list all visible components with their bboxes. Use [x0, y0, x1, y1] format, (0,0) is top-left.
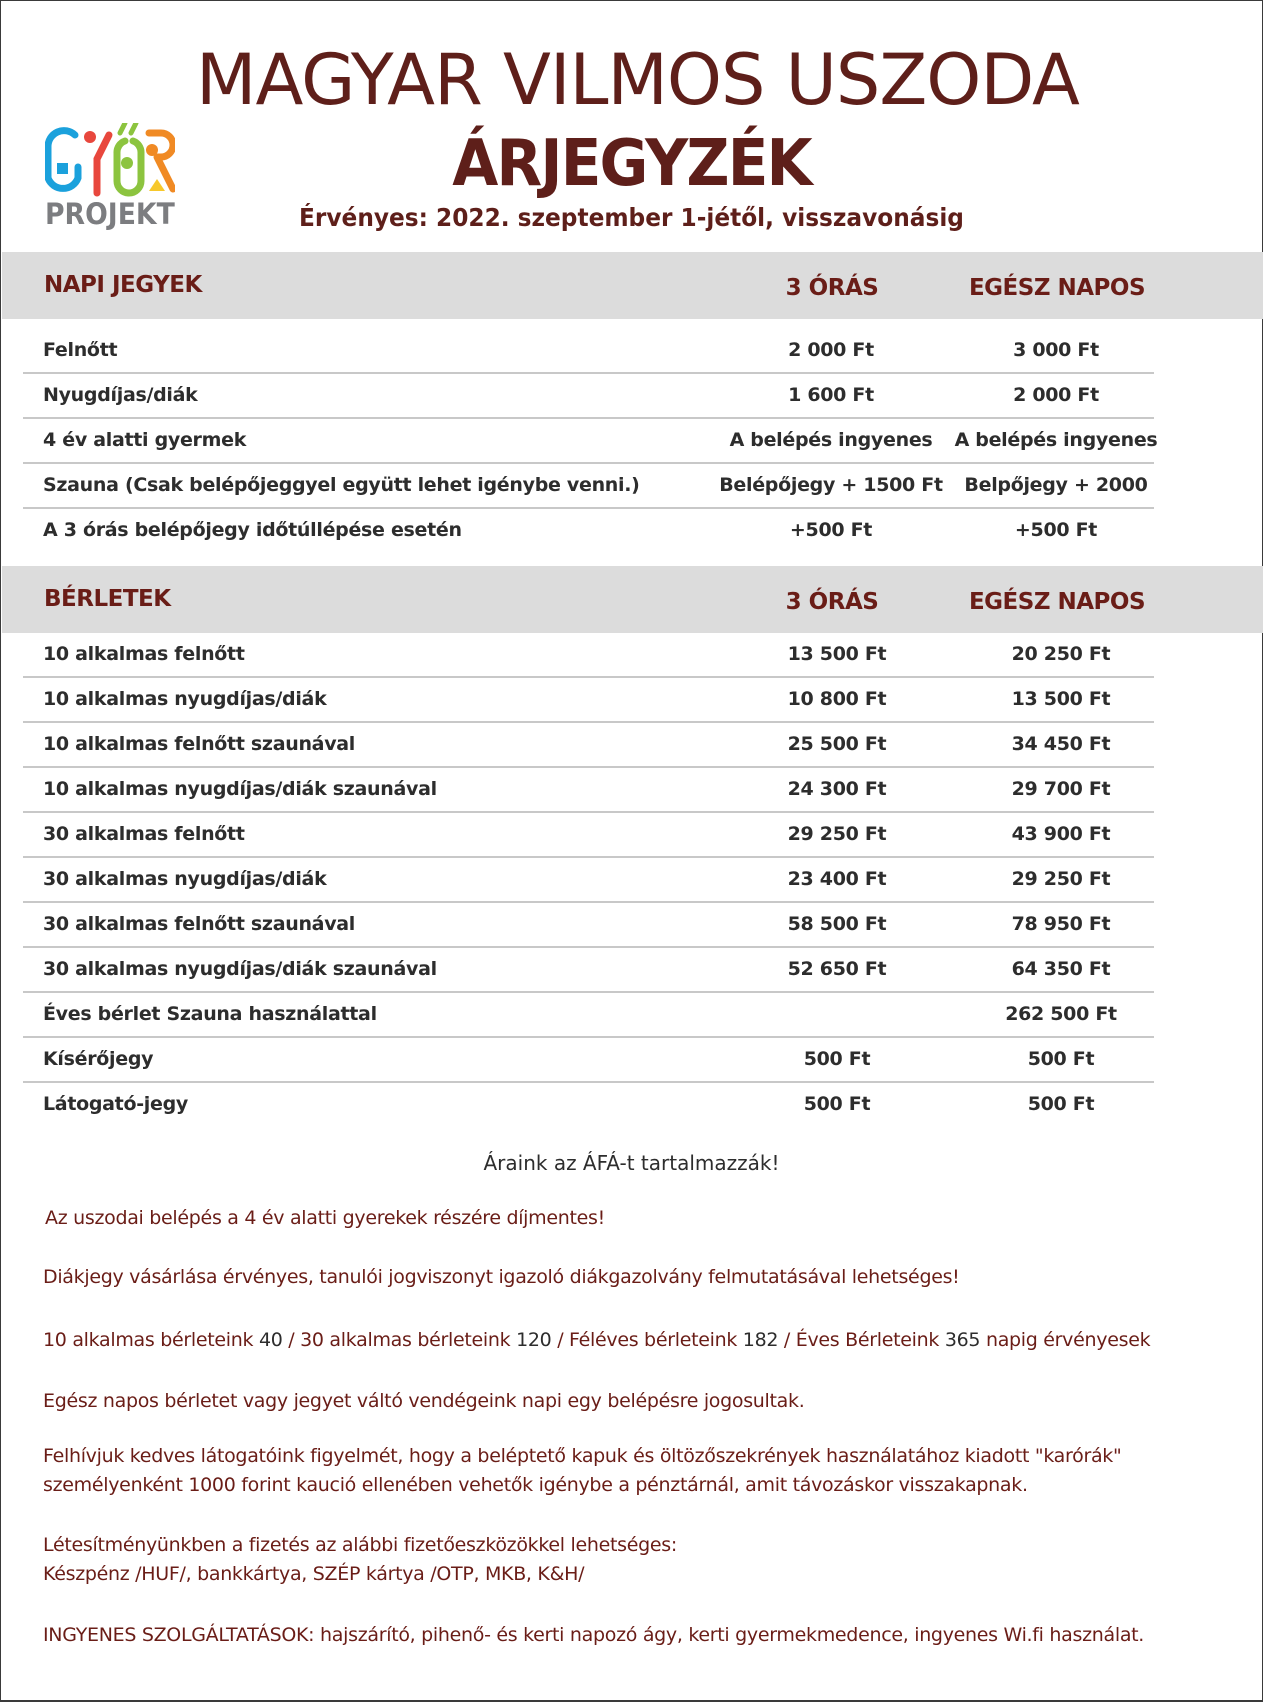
- note-free-services: INGYENES SZOLGÁLTATÁSOK: hajszárító, pihenő- és kerti napozó ágy, kerti gyermekmedence, ingyenes Wi.fi használat.: [43, 1624, 1145, 1646]
- price-3-hours: Belépőjegy + 1500 Ft: [719, 474, 943, 496]
- column-header-full-day: EGÉSZ NAPOS: [968, 275, 1146, 301]
- table-row: [23, 329, 1154, 374]
- price-full-day: 34 450 Ft: [1011, 733, 1111, 755]
- row-label: Felnőtt: [43, 339, 118, 361]
- row-label: 30 alkalmas felnőtt szaunával: [43, 913, 356, 935]
- price-3-hours: +500 Ft: [789, 519, 873, 541]
- column-header-3-hours: 3 ÓRÁS: [785, 275, 879, 301]
- price-3-hours: 500 Ft: [803, 1048, 871, 1070]
- price-3-hours: 25 500 Ft: [787, 733, 887, 755]
- vat-notice: Áraink az ÁFÁ-t tartalmazzák!: [483, 1151, 780, 1175]
- validity-days: 182: [742, 1329, 779, 1351]
- note-wristband: [43, 1442, 1121, 1500]
- table-row: [23, 813, 1154, 858]
- column-header-full-day: EGÉSZ NAPOS: [968, 589, 1146, 615]
- note-full-day: Egész napos bérletet vagy jegyet váltó vendégeink napi egy belépésre jogosultak.: [43, 1390, 805, 1412]
- price-3-hours: 23 400 Ft: [787, 868, 887, 890]
- table-row: [23, 858, 1154, 903]
- row-label: Kísérőjegy: [43, 1048, 154, 1070]
- price-3-hours: 52 650 Ft: [787, 958, 887, 980]
- row-label: 30 alkalmas nyugdíjas/diák: [43, 868, 327, 890]
- row-label: Éves bérlet Szauna használattal: [43, 1003, 377, 1025]
- validity-days: 120: [516, 1329, 552, 1351]
- price-full-day: 500 Ft: [1027, 1093, 1095, 1115]
- pool-name-title: MAGYAR VILMOS USZODA: [196, 39, 1079, 121]
- row-label: 30 alkalmas felnőtt: [43, 823, 245, 845]
- table-row: [23, 723, 1154, 768]
- price-3-hours: A belépés ingyenes: [729, 429, 933, 451]
- validity-text: napig érvényesek: [980, 1329, 1151, 1351]
- price-full-day: 500 Ft: [1027, 1048, 1095, 1070]
- price-full-day: Belpőjegy + 2000: [964, 474, 1148, 496]
- row-label: 30 alkalmas nyugdíjas/diák szaunával: [43, 958, 437, 980]
- logo-wordmark: PROJEKT: [45, 197, 175, 231]
- row-label: 4 év alatti gyermek: [43, 429, 247, 451]
- daily-tickets-title: NAPI JEGYEK: [44, 272, 202, 298]
- row-label: Látogató-jegy: [43, 1093, 188, 1115]
- row-label: A 3 órás belépőjegy időtúllépése esetén: [43, 519, 462, 541]
- row-label: 10 alkalmas nyugdíjas/diák szaunával: [43, 778, 437, 800]
- note-payment: [43, 1531, 677, 1589]
- table-row: [23, 993, 1154, 1038]
- price-full-day: 3 000 Ft: [1013, 339, 1099, 361]
- price-full-day: 29 250 Ft: [1011, 868, 1111, 890]
- price-full-day: 78 950 Ft: [1011, 913, 1111, 935]
- table-row: [23, 374, 1154, 419]
- price-3-hours: 29 250 Ft: [787, 823, 887, 845]
- row-label: Nyugdíjas/diák: [43, 384, 198, 406]
- note-student-ticket: Diákjegy vásárlása érvényes, tanulói jogviszonyt igazoló diákgazolvány felmutatásával lehetséges!: [43, 1266, 960, 1288]
- column-header-3-hours: 3 ÓRÁS: [785, 589, 879, 615]
- note-payment-line1: Létesítményünkben a fizetés az alábbi fizetőeszközökkel lehetséges:: [43, 1534, 677, 1556]
- table-row: [23, 768, 1154, 813]
- table-row: [23, 419, 1158, 464]
- validity-days: 40: [258, 1329, 283, 1351]
- row-label: Szauna (Csak belépőjeggyel együtt lehet igénybe venni.): [43, 474, 640, 496]
- daily-tickets-table: [23, 329, 1158, 554]
- validity-text: 10 alkalmas bérleteink: [43, 1329, 259, 1351]
- table-row: [23, 948, 1154, 993]
- table-row: [23, 1083, 1154, 1128]
- note-pass-validity: [43, 1329, 1150, 1351]
- price-3-hours: 24 300 Ft: [787, 778, 887, 800]
- price-3-hours: 1 600 Ft: [788, 384, 874, 406]
- passes-header: [2, 566, 1263, 633]
- price-3-hours: 58 500 Ft: [787, 913, 887, 935]
- row-label: 10 alkalmas felnőtt: [43, 643, 245, 665]
- note-free-under-4: Az uszodai belépés a 4 év alatti gyerekek részére díjmentes!: [45, 1207, 605, 1229]
- note-wristband-line2: személyenként 1000 forint kaució ellenében vehetők igénybe a pénztárnál, amit távozáskor visszakapnak.: [43, 1474, 1028, 1496]
- price-3-hours: 13 500 Ft: [787, 643, 887, 665]
- price-full-day: A belépés ingyenes: [954, 429, 1158, 451]
- price-3-hours: 10 800 Ft: [787, 688, 887, 710]
- daily-tickets-header: [2, 252, 1263, 319]
- note-wristband-line1: Felhívjuk kedves látogatóink figyelmét, hogy a beléptető kapuk és öltözőszekrények használatához kiadott "karórák": [43, 1445, 1122, 1467]
- price-full-day: 20 250 Ft: [1011, 643, 1111, 665]
- table-row: [23, 464, 1154, 509]
- validity-date: Érvényes: 2022. szeptember 1-jétől, visszavonásig: [299, 203, 964, 232]
- price-full-day: 43 900 Ft: [1011, 823, 1111, 845]
- price-full-day: 13 500 Ft: [1011, 688, 1111, 710]
- table-row: [23, 509, 1154, 554]
- row-label: 10 alkalmas nyugdíjas/diák: [43, 688, 327, 710]
- validity-days: 365: [944, 1329, 981, 1351]
- price-3-hours: 2 000 Ft: [788, 339, 874, 361]
- price-full-day: 262 500 Ft: [1005, 1003, 1117, 1025]
- table-row: [23, 633, 1154, 678]
- table-row: [23, 678, 1154, 723]
- price-full-day: +500 Ft: [1014, 519, 1098, 541]
- validity-text: / 30 alkalmas bérleteink: [282, 1329, 517, 1351]
- passes-table: [23, 633, 1154, 1128]
- validity-text: / Éves Bérleteink: [778, 1329, 945, 1351]
- validity-text: / Féléves bérleteink: [551, 1329, 743, 1351]
- table-row: [23, 1038, 1154, 1083]
- passes-title: BÉRLETEK: [44, 586, 171, 612]
- note-payment-line2: Készpénz /HUF/, bankkártya, SZÉP kártya /OTP, MKB, K&H/: [43, 1563, 585, 1585]
- price-full-day: 2 000 Ft: [1013, 384, 1099, 406]
- price-full-day: 64 350 Ft: [1011, 958, 1111, 980]
- price-list-heading: ÁRJEGYZÉK: [452, 127, 811, 201]
- price-3-hours: 500 Ft: [803, 1093, 871, 1115]
- table-row: [23, 903, 1154, 948]
- price-full-day: 29 700 Ft: [1011, 778, 1111, 800]
- row-label: 10 alkalmas felnőtt szaunával: [43, 733, 356, 755]
